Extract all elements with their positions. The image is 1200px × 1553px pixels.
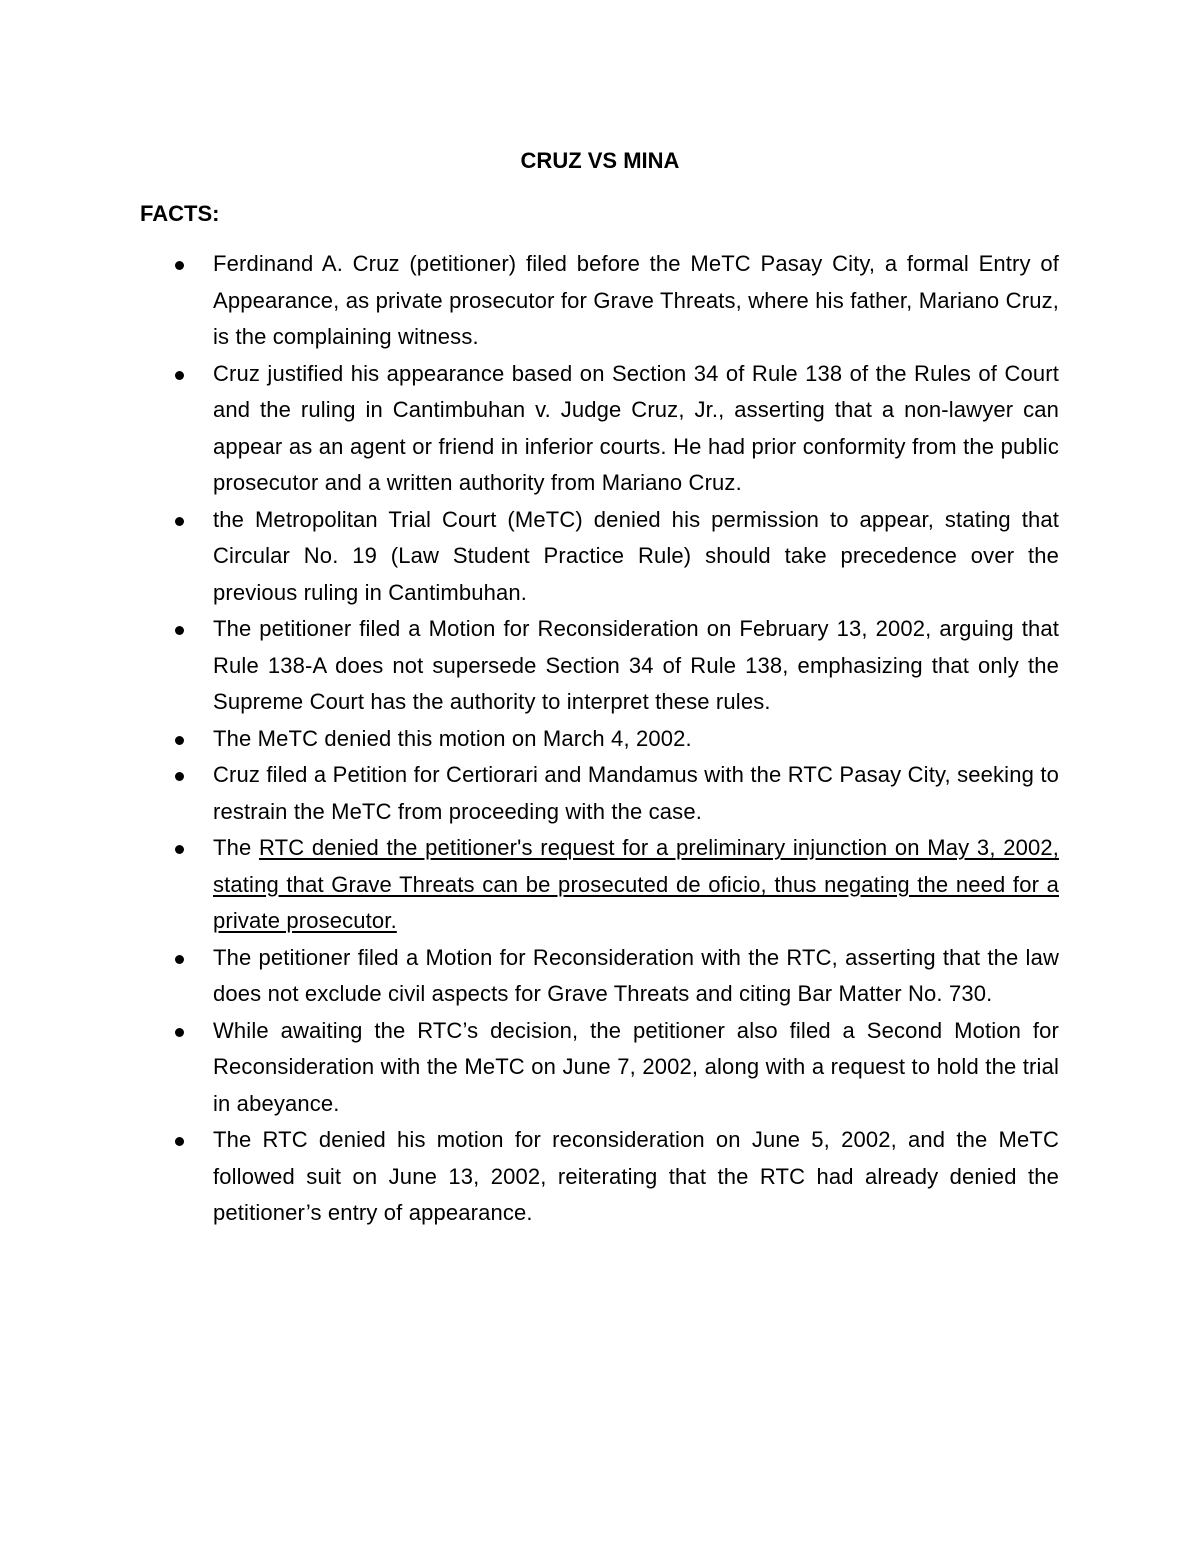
bullet-icon: [175, 1137, 184, 1146]
fact-text: [213, 830, 1059, 940]
facts-heading: FACTS:: [140, 201, 220, 226]
fact-text: Ferdinand A. Cruz (petitioner) filed before the MeTC Pasay City, a formal Entry of Appearance, as private prosecutor for Grave Threats, where his father, Mariano Cruz, is the complaining witness.: [213, 251, 1059, 349]
underlined-passage: RTC denied the petitioner's request for a preliminary injunction on May 3, 2002, stating that Grave Threats can be prosecuted de oficio, thus negating the need for a private prosecutor.: [213, 835, 1059, 933]
bullet-icon: [175, 736, 184, 745]
bullet-icon: [175, 261, 184, 270]
bullet-icon: [175, 517, 184, 526]
bullet-icon: [175, 772, 184, 781]
fact-item: [0, 502, 1059, 612]
fact-text: While awaiting the RTC’s decision, the petitioner also filed a Second Motion for Reconsideration with the MeTC on June 7, 2002, along with a request to hold the trial in abeyance.: [213, 1017, 1059, 1116]
fact-item: [0, 356, 1059, 502]
fact-item: [0, 246, 1059, 356]
bullet-icon: [175, 1028, 184, 1037]
bullet-icon: [175, 955, 184, 964]
fact-text: Cruz filed a Petition for Certiorari and Mandamus with the RTC Pasay City, seeking to restrain the MeTC from proceeding with the case.: [213, 762, 1059, 824]
fact-item: [0, 1122, 1059, 1232]
fact-item: [0, 940, 1059, 1013]
fact-item: [0, 721, 1059, 758]
fact-prefix: The: [213, 835, 259, 860]
fact-item-underlined: [0, 830, 1059, 940]
fact-text: the Metropolitan Trial Court (MeTC) denied his permission to appear, stating that Circular No. 19 (Law Student Practice Rule) should take precedence over the previous ruling in Cantimbuhan.: [213, 506, 1059, 605]
fact-text: The petitioner filed a Motion for Reconsideration on February 13, 2002, arguing that Rule 138-A does not supersede Section 34 of Rule 138, emphasizing that only the Supreme Court has the authority to interpret these rules.: [213, 616, 1059, 714]
document-title: CRUZ VS MINA: [520, 148, 680, 173]
fact-text: Cruz justified his appearance based on Section 34 of Rule 138 of the Rules of Court and the ruling in Cantimbuhan v. Judge Cruz, Jr., asserting that a non-lawyer can appear as an agent or friend in inferior courts. He had prior conformity from the public prosecutor and a written authority from Mariano Cruz.: [213, 360, 1059, 495]
fact-text: The MeTC denied this motion on March 4, 2002.: [213, 725, 692, 751]
bullet-icon: [175, 371, 184, 380]
bullet-icon: [175, 845, 184, 854]
facts-list: [0, 246, 1200, 1232]
fact-item: [0, 611, 1059, 721]
fact-text: The RTC denied his motion for reconsideration on June 5, 2002, and the MeTC followed suit on June 13, 2002, reiterating that the RTC had already denied the petitioner’s entry of appearance.: [213, 1127, 1059, 1225]
fact-item: [0, 757, 1059, 830]
fact-item: [0, 1013, 1059, 1123]
fact-text: The petitioner filed a Motion for Reconsideration with the RTC, asserting that the law does not exclude civil aspects for Grave Threats and citing Bar Matter No. 730.: [213, 944, 1059, 1006]
bullet-icon: [175, 626, 184, 635]
